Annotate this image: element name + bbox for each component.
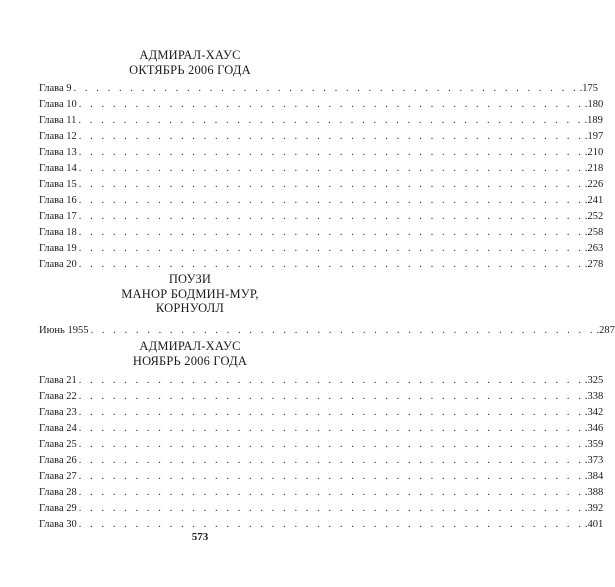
dot-leader: . . . . . . . . . . . . . . . . . . . . . . . . . . . . . . . . . . . . . . . . . . . . . (78, 519, 584, 530)
section-title: ПОУЗИ (168, 272, 212, 286)
chapter-label: Глава 23 (39, 407, 77, 418)
dot-leader: . . . . . . . . . . . . . . . . . . . . . . . . . . . . . . . . . . . . . . . . . . . . . (78, 375, 584, 386)
section-heading (39, 272, 341, 316)
chapter-label: Глава 30 (39, 519, 77, 530)
chapter-page: .392 (584, 503, 604, 514)
chapter-page: .189 (584, 115, 603, 126)
chapter-page: .346 (584, 423, 604, 434)
toc-entry (39, 437, 604, 453)
chapter-label: Глава 28 (39, 487, 77, 498)
dot-leader: . . . . . . . . . . . . . . . . . . . . . . . . . . . . . . . . . . . . . . . . . . . . . (78, 503, 584, 514)
chapter-label: Глава 10 (39, 99, 77, 110)
toc-entry (39, 469, 604, 485)
dot-leader: . . . . . . . . . . . . . . . . . . . . . . . . . . . . . . . . . . . . . . . . . . . . . (78, 471, 584, 482)
dot-leader: . . . . . . . . . . . . . . . . . . . . . . . . . . . . . . . . . . . . . . . . . . . . . (78, 195, 584, 206)
dot-leader: . . . . . . . . . . . . . . . . . . . . . . . . . . . . . . . . . . . . . . . . . . . . . (78, 163, 584, 174)
chapter-page: .210 (584, 147, 604, 158)
dot-leader: . . . . . . . . . . . . . . . . . . . . . . . . . . . . . . . . . . . . . . . . . . . . . (78, 243, 584, 254)
chapter-page: .338 (584, 391, 604, 402)
chapter-label: Глава 16 (39, 195, 77, 206)
toc-entry (39, 129, 604, 145)
dot-leader: . . . . . . . . . . . . . . . . . . . . . . . . . . . . . . . . . . . . . . . . . . . . . (73, 83, 579, 94)
section-title: АДМИРАЛ-ХАУС (139, 339, 241, 353)
toc-entry (39, 161, 604, 177)
dot-leader: . . . . . . . . . . . . . . . . . . . . . . . . . . . . . . . . . . . . . . . . . . . . . (78, 487, 584, 498)
page-number: 573 (191, 531, 209, 543)
chapter-page: .226 (584, 179, 604, 190)
chapter-label: Глава 13 (39, 147, 77, 158)
chapter-page: .252 (584, 211, 604, 222)
dot-leader: . . . . . . . . . . . . . . . . . . . . . . . . . . . . . . . . . . . . . . . . . . . . . (78, 131, 584, 142)
chapter-label: Июнь 1955 (39, 324, 89, 336)
chapter-label: Глава 21 (39, 375, 77, 386)
chapter-page: .263 (584, 243, 604, 254)
toc-entry (39, 209, 604, 225)
toc-list (39, 323, 615, 339)
dot-leader: . . . . . . . . . . . . . . . . . . . . . . . . . . . . . . . . . . . . . . . . . . . . . (78, 391, 584, 402)
section-admiral-house-october (39, 48, 604, 273)
chapter-label: Глава 25 (39, 439, 77, 450)
chapter-label: Глава 22 (39, 391, 77, 402)
chapter-label: Глава 17 (39, 211, 77, 222)
dot-leader: . . . . . . . . . . . . . . . . . . . . . . . . . . . . . . . . . . . . . . . . . . . . . (78, 455, 584, 466)
toc-list (39, 81, 604, 273)
chapter-page: .325 (584, 375, 604, 386)
section-pouzi-bodmin (39, 272, 615, 339)
chapter-page: .287 (596, 324, 615, 336)
chapter-page: .180 (584, 99, 604, 110)
section-title: АДМИРАЛ-ХАУС (139, 48, 241, 62)
dot-leader: . . . . . . . . . . . . . . . . . . . . . . . . . . . . . . . . . . . . . . . . . . . . . (90, 324, 596, 336)
toc-entry (39, 405, 604, 421)
chapter-page: .373 (584, 455, 604, 466)
section-subtitle: КОРНУОЛЛ (155, 301, 225, 315)
toc-entry (39, 257, 604, 273)
chapter-page: .359 (584, 439, 604, 450)
dot-leader: . . . . . . . . . . . . . . . . . . . . . . . . . . . . . . . . . . . . . . . . . . . . . (78, 179, 584, 190)
toc-entry (39, 389, 604, 405)
chapter-page: .388 (584, 487, 604, 498)
toc-entry (39, 113, 603, 129)
toc-entry (39, 323, 615, 339)
toc-entry (39, 81, 598, 97)
toc-list (39, 373, 604, 533)
chapter-page: .384 (584, 471, 604, 482)
section-heading (39, 48, 341, 77)
dot-leader: . . . . . . . . . . . . . . . . . . . . . . . . . . . . . . . . . . . . . . . . . . . . . (78, 259, 584, 270)
chapter-label: Глава 18 (39, 227, 77, 238)
chapter-label: Глава 15 (39, 179, 77, 190)
chapter-page: .258 (584, 227, 604, 238)
dot-leader: . . . . . . . . . . . . . . . . . . . . . . . . . . . . . . . . . . . . . . . . . . . . . (78, 99, 584, 110)
dot-leader: . . . . . . . . . . . . . . . . . . . . . . . . . . . . . . . . . . . . . . . . . . . . . (78, 147, 584, 158)
toc-entry (39, 373, 604, 389)
chapter-label: Глава 29 (39, 503, 77, 514)
chapter-label: Глава 19 (39, 243, 77, 254)
dot-leader: . . . . . . . . . . . . . . . . . . . . . . . . . . . . . . . . . . . . . . . . . . . . . (78, 227, 584, 238)
chapter-page: .342 (584, 407, 604, 418)
chapter-page: .175 (579, 83, 598, 94)
section-heading (39, 339, 341, 368)
chapter-label: Глава 26 (39, 455, 77, 466)
section-subtitle: МАНОР БОДМИН-МУР, (121, 286, 259, 301)
chapter-page: .218 (584, 163, 604, 174)
toc-entry (39, 193, 604, 209)
chapter-label: Глава 14 (39, 163, 77, 174)
dot-leader: . . . . . . . . . . . . . . . . . . . . . . . . . . . . . . . . . . . . . . . . . . . . . (78, 407, 584, 418)
chapter-page: .278 (584, 259, 604, 270)
section-subtitle: НОЯБРЬ 2006 ГОДА (132, 353, 248, 368)
section-admiral-house-november (39, 339, 604, 533)
chapter-page: .401 (584, 519, 604, 530)
toc-entry (39, 145, 604, 161)
toc-entry (39, 177, 604, 193)
chapter-page: .241 (584, 195, 604, 206)
chapter-label: Глава 9 (39, 83, 72, 94)
toc-entry (39, 241, 604, 257)
chapter-label: Глава 12 (39, 131, 77, 142)
dot-leader: . . . . . . . . . . . . . . . . . . . . . . . . . . . . . . . . . . . . . . . . . . . . . (78, 439, 584, 450)
toc-entry (39, 485, 604, 501)
dot-leader: . . . . . . . . . . . . . . . . . . . . . . . . . . . . . . . . . . . . . . . . . . . . . (78, 423, 584, 434)
toc-entry (39, 501, 604, 517)
dot-leader: . . . . . . . . . . . . . . . . . . . . . . . . . . . . . . . . . . . . . . . . . . . . . (78, 115, 584, 126)
chapter-label: Глава 11 (39, 115, 77, 126)
chapter-label: Глава 27 (39, 471, 77, 482)
dot-leader: . . . . . . . . . . . . . . . . . . . . . . . . . . . . . . . . . . . . . . . . . . . . . (78, 211, 584, 222)
toc-entry (39, 97, 604, 113)
chapter-label: Глава 20 (39, 259, 77, 270)
toc-entry (39, 225, 604, 241)
toc-entry (39, 421, 604, 437)
chapter-page: .197 (584, 131, 604, 142)
chapter-label: Глава 24 (39, 423, 77, 434)
section-subtitle: ОКТЯБРЬ 2006 ГОДА (129, 62, 251, 77)
toc-entry (39, 453, 604, 469)
